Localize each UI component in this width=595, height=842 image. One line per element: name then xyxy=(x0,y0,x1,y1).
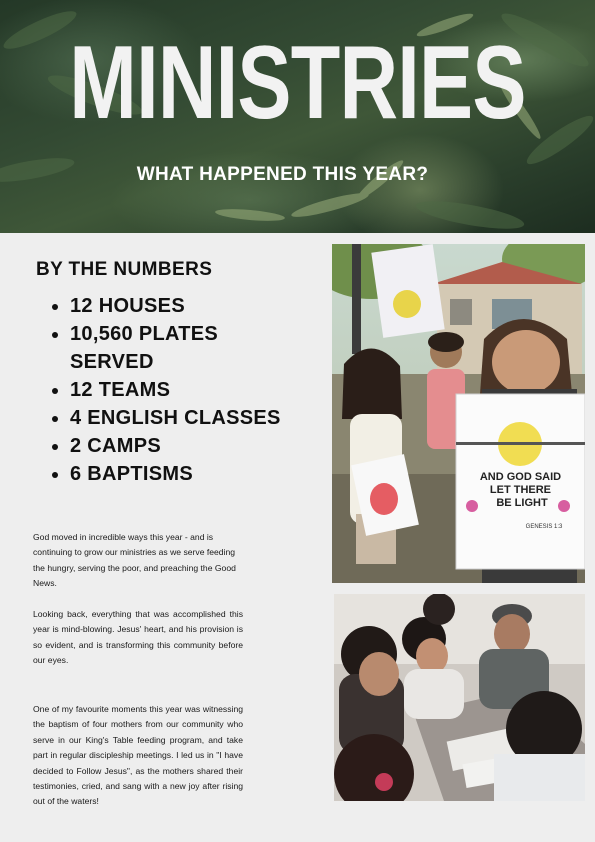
stat-item xyxy=(52,292,282,320)
hero-banner xyxy=(0,0,595,233)
stat-item xyxy=(52,320,282,376)
stat-item xyxy=(52,460,282,488)
bullet-icon xyxy=(52,388,58,394)
body-paragraph-intro: God moved in incredible ways this year - and is continuing to grow our ministries as we serve feeding the hungry, serving the poor, and preaching the Good News. xyxy=(33,532,236,589)
photo-children-coloring-pages xyxy=(332,244,585,583)
bullet-icon xyxy=(52,332,58,338)
stat-item xyxy=(52,404,282,432)
page-title: MINISTRIES xyxy=(69,25,526,141)
bullet-icon xyxy=(52,472,58,478)
stat-label: 12 HOUSES xyxy=(70,295,185,317)
bullet-icon xyxy=(52,444,58,450)
photo-women-discipleship-table xyxy=(334,594,585,801)
stat-item xyxy=(52,432,282,460)
stat-item xyxy=(52,376,282,404)
stat-label: 12 TEAMS xyxy=(70,379,171,401)
bullet-icon xyxy=(52,416,58,422)
numbers-list xyxy=(52,292,282,488)
coloring-sign-reference: GENESIS 1:3 xyxy=(525,524,563,530)
numbers-heading: BY THE NUMBERS xyxy=(36,259,213,280)
body-paragraph-baptism: One of my favourite moments this year was witnessing the baptism of four mothers from our community who serve in our King's Table feeding program, and take part in regular discipleship meetings. I led us in "I have decided to Follow Jesus", as the mothers shared their testimonies, cried, and sang with a new joy after rising out of the waters! xyxy=(33,704,243,807)
bullet-icon xyxy=(52,304,58,310)
body-paragraph-looking-back: Looking back, everything that was accomplished this year is mind-blowing. Jesus' heart, and his provision is so evident, and is transforming this community before our eyes. xyxy=(33,609,243,666)
stat-label: 2 CAMPS xyxy=(70,435,162,457)
stat-label: 10,560 PLATES SERVED xyxy=(70,323,219,373)
page-subtitle: WHAT HAPPENED THIS YEAR? xyxy=(136,164,429,185)
stat-label: 6 BAPTISMS xyxy=(70,463,194,485)
stat-label: 4 ENGLISH CLASSES xyxy=(70,407,281,429)
coloring-sign-text: AND GOD SAID LET THERE BE LIGHT xyxy=(479,471,562,509)
